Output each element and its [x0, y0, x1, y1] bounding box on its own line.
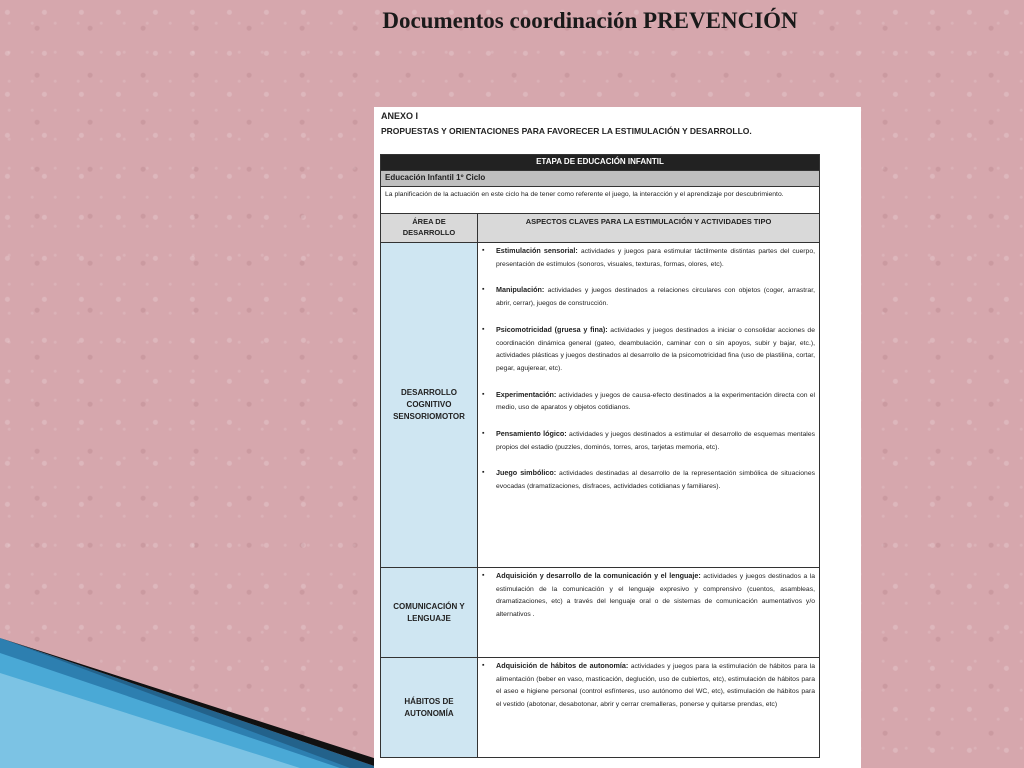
list-item: ▪ Estimulación sensorial: actividades y juegos para estimular táctilmente distintas partes del cuerpo, presentación de estímulos (sonoros, visuales, texturas, formas, olores, etc).	[482, 246, 815, 268]
list-item: ▪ Pensamiento lógico: actividades y juegos destinados a estimular el desarrollo de esquemas mentales propios del estadio (puzzles, dominós, torres, aros, tarjetas memoria, etc).	[482, 429, 815, 451]
slide-title: Documentos coordinación PREVENCIÓN	[382, 8, 798, 33]
document-image	[374, 107, 861, 768]
annex-subtitle: PROPUESTAS Y ORIENTACIONES PARA FAVORECER LA ESTIMULACIÓN Y DESARROLLO.	[381, 126, 752, 136]
area-cell: HÁBITOS DE AUTONOMÍA	[381, 658, 478, 758]
list-item: ▪ Juego simbólico: actividades destinadas al desarrollo de la representación simbólica de situaciones evocadas (dramatizaciones, disfraces, actividades cotidianas y familiares).	[482, 468, 816, 491]
list-item: ▪ Adquisición y desarrollo de la comunicación y el lenguaje: actividades y juegos destinados a la estimulación de la comunicación y el lenguaje expresivo y comprensivo (cuentos, asambleas, dramatizaciones, etc) a través del lenguaje oral o de sistemas de comunicación aumentativos y/o alternativos .	[482, 571, 815, 619]
area-cell: COMUNICACIÓN Y LENGUAJE	[381, 568, 478, 658]
intro-text: La planificación de la actuación en este ciclo ha de tener como referente el juego, la interacción y el aprendizaje por descubrimiento.	[381, 187, 820, 214]
aspects-cell	[478, 658, 820, 758]
aspects-cell	[478, 568, 820, 658]
aspects-cell	[478, 243, 820, 568]
stage-header: ETAPA DE EDUCACIÓN INFANTIL	[381, 155, 820, 171]
list-item: ▪ Adquisición de hábitos de autonomía: actividades y juegos para la estimulación de hábitos para la alimentación (beber en vaso, masticación, deglución, uso de cubiertos, etc), estimulación de hábitos para el aseo e higiene personal (control esfínteres, uso autónomo del WC, etc), estimulación de hábitos para el vestido (abotonar, desabotonar, abrir y cerrar cremalleras, ponerse y quitarse prendas, etc)	[482, 661, 815, 709]
column-header-aspects: ASPECTOS CLAVES PARA LA ESTIMULACIÓN Y ACTIVIDADES TIPO	[478, 214, 820, 243]
list-item: ▪ Psicomotricidad (gruesa y fina): actividades y juegos destinados a iniciar o consolidar acciones de coordinación dinámica general (gateo, deambulación, caminar con o sin apoyos, subir y bajar, etc.), actividades plásticas y juegos destinados al desarrollo de la psicomotricidad fina (uso de plastilina, cortar, pegar, agujerear, etc).	[482, 324, 815, 372]
cycle-header: Educación Infantil 1º Ciclo	[381, 171, 820, 187]
column-header-area: ÁREA DE DESARROLLO	[381, 214, 478, 243]
list-item: ▪ Manipulación: actividades y juegos destinados a relaciones circulares con objetos (coger, arrastrar, abrir, cerrar), juegos de construcción.	[482, 285, 815, 308]
list-item: ▪ Experimentación: actividades y juegos de causa-efecto destinados a la experimentación directa con el medio, uso de aparatos y objetos cotidianos.	[482, 389, 815, 412]
corner-swoosh-graphic	[0, 638, 380, 768]
stimulation-table	[380, 154, 820, 758]
annex-title: ANEXO I	[381, 111, 419, 121]
area-cell: DESARROLLO COGNITIVO SENSORIOMOTOR	[381, 243, 478, 568]
